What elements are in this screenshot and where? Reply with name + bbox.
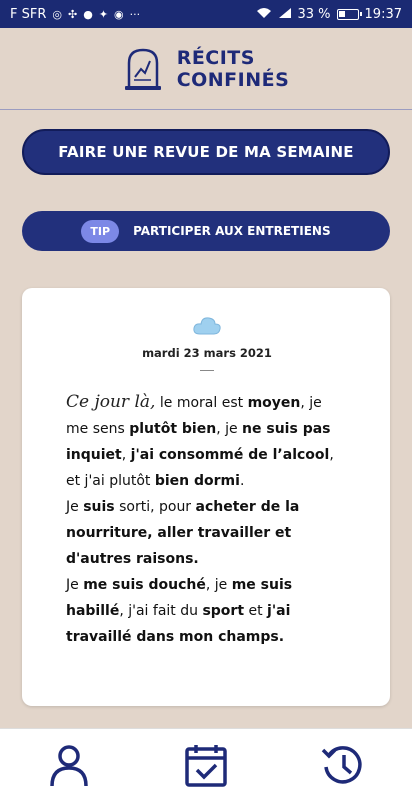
entry-text-segment: , et j'ai plutôt bbox=[66, 447, 334, 489]
twitter-icon: ✦ bbox=[98, 7, 109, 21]
tip-badge: TIP bbox=[81, 220, 119, 243]
interviews-label: PARTICIPER AUX ENTRETIENS bbox=[133, 224, 331, 238]
entry-text-segment: , j'ai fait du bbox=[119, 603, 203, 619]
entry-work: j'ai travaillé dans mon champs. bbox=[66, 603, 291, 645]
entry-text-segment: . bbox=[239, 473, 245, 489]
messenger-icon: ✣ bbox=[67, 7, 78, 21]
entry-went-out: suis bbox=[83, 499, 115, 515]
chat-icon: ● bbox=[83, 7, 93, 21]
entry-text-segment: et bbox=[244, 603, 268, 619]
app-title-line2: CONFINÉS bbox=[176, 68, 290, 91]
messenger-bubble-icon: ◉ bbox=[114, 7, 124, 21]
clock: 19:37 bbox=[364, 6, 402, 22]
carrier-label: F SFR bbox=[10, 6, 47, 22]
week-review-label: FAIRE UNE REVUE DE MA SEMAINE bbox=[58, 143, 354, 161]
calendar-check-icon bbox=[183, 742, 229, 788]
entry-reasons: acheter de la nourriture, aller travailler et d'autres raisons. bbox=[66, 499, 300, 567]
entry-sleep: bien dormi bbox=[154, 473, 240, 489]
bottom-navigation bbox=[0, 728, 412, 800]
entry-paragraph-2 bbox=[66, 494, 348, 572]
entry-paragraph-1 bbox=[66, 389, 348, 494]
entry-dressed: me suis habillé bbox=[66, 577, 293, 619]
entry-text-segment: sorti, pour bbox=[114, 499, 196, 515]
app-title bbox=[177, 47, 290, 91]
entry-worry: ne suis pas inquiet bbox=[66, 421, 331, 463]
entry-intro: Ce jour là, bbox=[66, 392, 156, 412]
entry-text-segment: , je bbox=[216, 421, 243, 437]
entry-text-segment: le moral est bbox=[155, 395, 248, 411]
nav-profile[interactable] bbox=[39, 735, 99, 795]
entry-text-segment: , je me sens bbox=[66, 395, 322, 437]
battery-icon bbox=[337, 9, 359, 20]
entry-text-segment: , bbox=[121, 447, 131, 463]
battery-label: 33 % bbox=[297, 6, 331, 22]
signal-icon bbox=[278, 7, 292, 21]
status-bar bbox=[0, 0, 412, 28]
instagram-icon: ◎ bbox=[52, 7, 62, 21]
journal-entry-card bbox=[22, 288, 390, 706]
entry-alcohol: j'ai consommé de l’alcool bbox=[130, 447, 330, 463]
entry-text-segment: Je bbox=[66, 499, 84, 515]
app-header bbox=[0, 28, 412, 110]
entry-date: mardi 23 mars 2021 bbox=[142, 346, 272, 360]
cloud-icon bbox=[192, 314, 222, 336]
entry-feeling: plutôt bien bbox=[129, 421, 217, 437]
entry-text-segment: , je bbox=[205, 577, 232, 593]
wifi-icon bbox=[256, 7, 272, 21]
more-icon: ··· bbox=[129, 7, 141, 21]
entry-mood: moyen bbox=[247, 395, 301, 411]
entry-sport: sport bbox=[202, 603, 245, 619]
entry-showered: me suis douché bbox=[83, 577, 206, 593]
interviews-tip-button[interactable] bbox=[22, 211, 390, 251]
nav-calendar[interactable] bbox=[176, 735, 236, 795]
nav-history[interactable] bbox=[313, 735, 373, 795]
writing-hand-bell-jar-icon bbox=[123, 47, 163, 91]
status-right bbox=[256, 7, 403, 22]
entry-text-segment: Je bbox=[66, 577, 84, 593]
week-review-button[interactable] bbox=[22, 129, 390, 175]
profile-icon bbox=[46, 742, 92, 788]
entry-text bbox=[66, 389, 348, 650]
status-left bbox=[10, 7, 140, 22]
date-divider bbox=[200, 370, 214, 371]
entry-paragraph-3 bbox=[66, 572, 348, 650]
history-icon bbox=[320, 742, 366, 788]
app-title-line1: RÉCITS bbox=[176, 46, 255, 69]
